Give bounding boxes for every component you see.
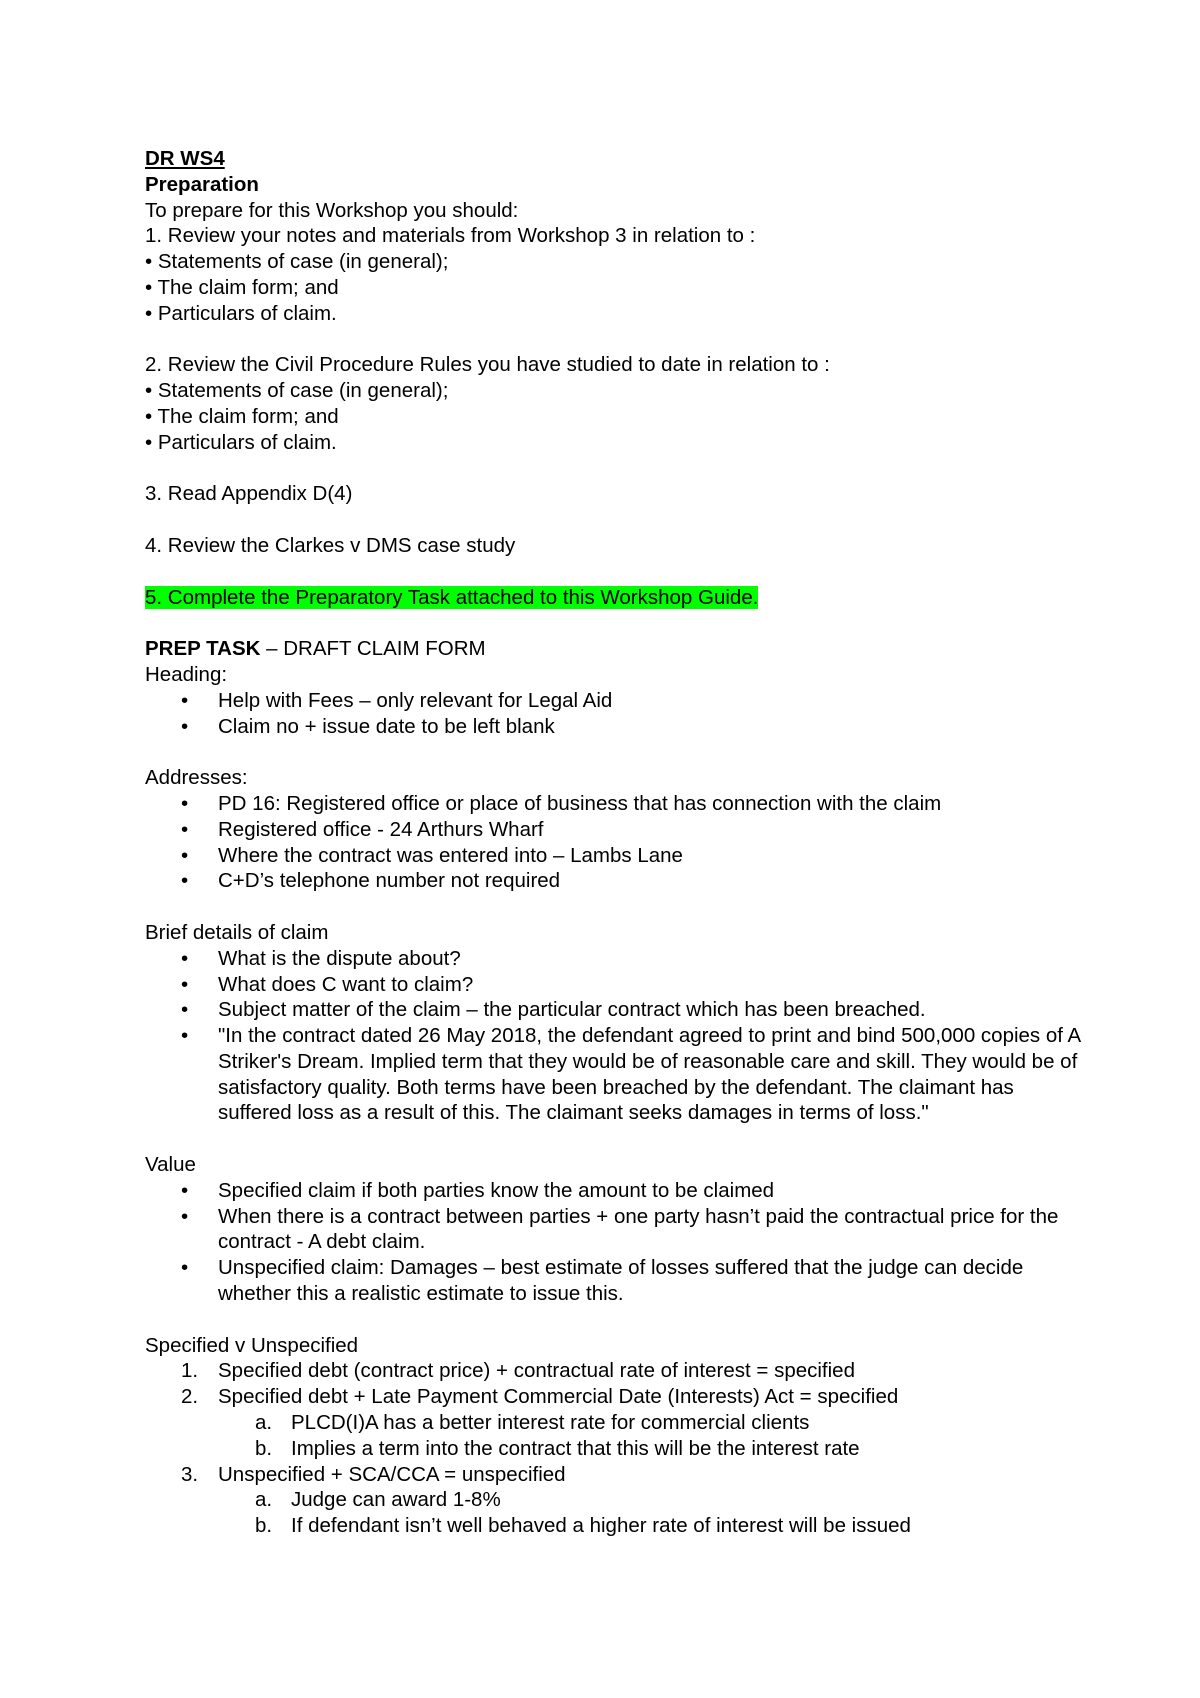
step-4: 4. Review the Clarkes v DMS case study	[145, 533, 516, 557]
step-1-item: • Statements of case (in general);	[145, 250, 449, 274]
list-item: • What does C want to claim?	[145, 972, 1085, 998]
value-list	[145, 1178, 1085, 1307]
list-item: • Where the contract was entered into – Lambs Lane	[145, 843, 1085, 869]
brief-details-list	[145, 946, 1085, 1127]
step-1: 1. Review your notes and materials from Workshop 3 in relation to :	[145, 224, 756, 248]
preparation-heading: Preparation	[145, 172, 259, 196]
addresses-label: Addresses:	[145, 766, 248, 790]
step-2-item: • Statements of case (in general);	[145, 379, 449, 403]
sub-list-item-text: PLCD(I)A has a better interest rate for commercial clients	[291, 1411, 810, 1435]
specified-v-unspecified-list	[145, 1358, 1085, 1539]
list-item-text: Unspecified + SCA/CCA = unspecified	[218, 1462, 566, 1486]
sub-list-item	[145, 1436, 1085, 1462]
prep-task-rest: – DRAFT CLAIM FORM	[260, 637, 486, 661]
sub-list-letter: b.	[255, 1514, 273, 1538]
list-item: • "In the contract dated 26 May 2018, the defendant agreed to print and bind 500,000 copies of A Striker's Dream. Implied term that they would be of reasonable care and skill. They would be of satisfactory quality. Both terms have been breached by the defendant. The claimant has suffered loss as a result of this. The claimant seeks damages in terms of loss."	[145, 1023, 1085, 1126]
list-item: • Registered office - 24 Arthurs Wharf	[145, 817, 1085, 843]
list-item	[145, 1384, 1085, 1461]
step-2-item: • Particulars of claim.	[145, 430, 337, 454]
prep-task-bold: PREP TASK	[145, 637, 261, 661]
sub-list-item-text: Judge can award 1-8%	[291, 1488, 501, 1512]
list-item-text: Specified debt (contract price) + contractual rate of interest = specified	[218, 1359, 855, 1383]
list-item: • Help with Fees – only relevant for Legal Aid	[145, 688, 1085, 714]
step-1-item: • Particulars of claim.	[145, 301, 337, 325]
sub-list-item	[145, 1487, 1085, 1513]
specified-v-unspecified-label: Specified v Unspecified	[145, 1333, 359, 1357]
sub-list	[218, 1487, 1085, 1539]
document-body	[145, 146, 1085, 1539]
list-item: • PD 16: Registered office or place of business that has connection with the claim	[145, 791, 1085, 817]
step-1-item: • The claim form; and	[145, 275, 339, 299]
sub-list-letter: a.	[255, 1488, 273, 1512]
list-item: • Subject matter of the claim – the particular contract which has been breached.	[145, 997, 1085, 1023]
value-label: Value	[145, 1153, 196, 1177]
step-2: 2. Review the Civil Procedure Rules you have studied to date in relation to :	[145, 353, 830, 377]
document-title: DR WS4	[145, 147, 225, 170]
step-3: 3. Read Appendix D(4)	[145, 482, 353, 506]
sub-list	[218, 1410, 1085, 1462]
list-item: • C+D’s telephone number not required	[145, 868, 1085, 894]
list-item: • When there is a contract between parties + one party hasn’t paid the contractual price for the contract - A debt claim.	[145, 1204, 1085, 1256]
sub-list-item-text: If defendant isn’t well behaved a higher rate of interest will be issued	[291, 1514, 911, 1538]
list-item: • What is the dispute about?	[145, 946, 1085, 972]
sub-list-item	[145, 1513, 1085, 1539]
list-number: 1.	[181, 1359, 199, 1383]
sub-list-item	[145, 1410, 1085, 1436]
heading-label: Heading:	[145, 662, 228, 686]
step-2-item: • The claim form; and	[145, 404, 339, 428]
sub-list-letter: b.	[255, 1436, 273, 1460]
list-item: • Unspecified claim: Damages – best estimate of losses suffered that the judge can decide whether this a realistic estimate to issue this.	[145, 1255, 1085, 1307]
list-item-text: Specified debt + Late Payment Commercial Date (Interests) Act = specified	[218, 1385, 899, 1409]
list-item: • Claim no + issue date to be left blank	[145, 714, 1085, 740]
list-item	[145, 1358, 1085, 1384]
step-5-highlighted: 5. Complete the Preparatory Task attached to this Workshop Guide.	[145, 585, 759, 609]
heading-list	[145, 688, 1085, 740]
brief-details-label: Brief details of claim	[145, 920, 329, 944]
prep-task-heading	[145, 636, 1085, 662]
addresses-list	[145, 791, 1085, 894]
sub-list-letter: a.	[255, 1411, 273, 1435]
intro-text: To prepare for this Workshop you should:	[145, 198, 519, 222]
list-item: • Specified claim if both parties know the amount to be claimed	[145, 1178, 1085, 1204]
list-number: 2.	[181, 1385, 199, 1409]
list-item	[145, 1462, 1085, 1539]
sub-list-item-text: Implies a term into the contract that this will be the interest rate	[291, 1436, 860, 1460]
list-number: 3.	[181, 1462, 199, 1486]
